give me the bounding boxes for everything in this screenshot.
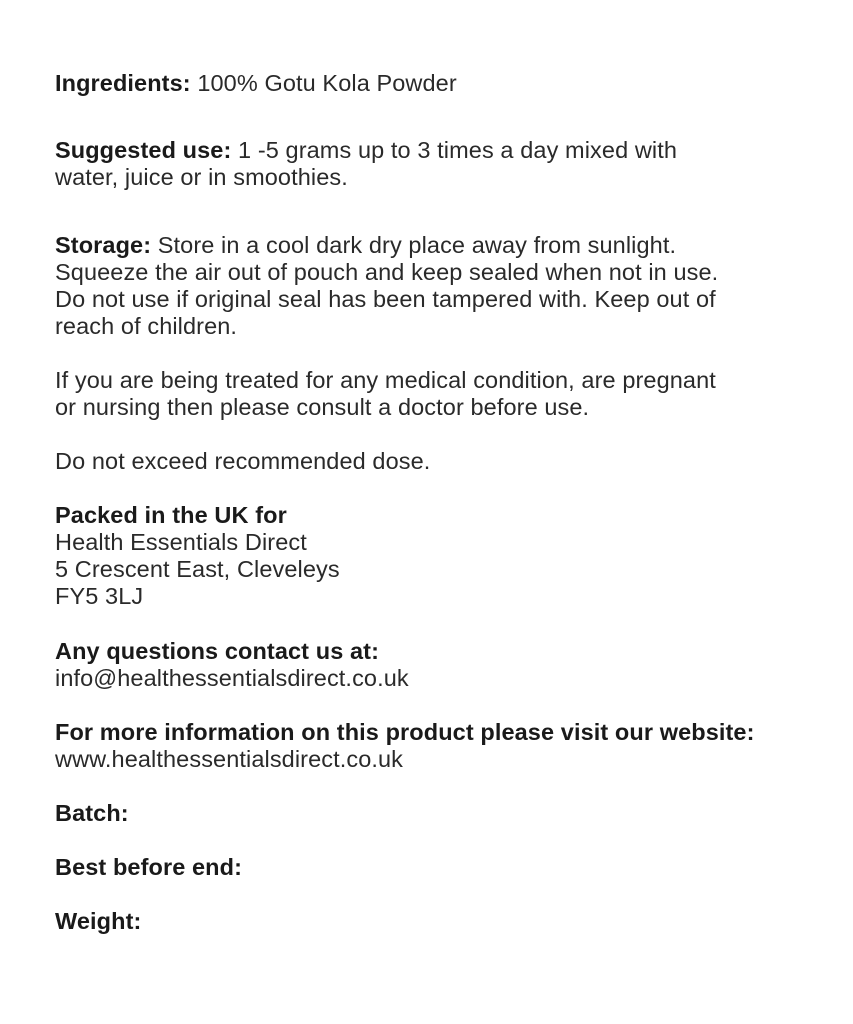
website-section [55,719,755,773]
contact-section [55,638,409,692]
ingredients-value: 100% Gotu Kola Powder [190,70,457,96]
packed-for-section [55,502,340,610]
medical-warning-text-1: If you are being treated for any medical condition, are pregnant [55,367,716,393]
dose-warning-section [55,448,430,475]
contact-email: info@healthessentialsdirect.co.uk [55,665,409,691]
ingredients-section [55,70,457,97]
suggested-use-text-2: water, juice or in smoothies. [55,164,348,190]
medical-warning-section [55,367,716,421]
suggested-use-line-1 [55,137,677,164]
storage-text-2: Squeeze the air out of pouch and keep sealed when not in use. [55,259,719,285]
weight-label: Weight: [55,908,142,934]
batch-label: Batch: [55,800,129,826]
storage-label: Storage: [55,232,152,258]
dose-warning-text: Do not exceed recommended dose. [55,448,431,474]
packed-for-label: Packed in the UK for [55,502,287,528]
company-address: 5 Crescent East, Cleveleys [55,556,340,582]
website-label: For more information on this product please visit our website: [55,719,755,745]
storage-text-4: reach of children. [55,313,238,339]
suggested-use-section [55,137,677,191]
storage-line-1 [55,232,718,259]
suggested-use-text-1: 1 -5 grams up to 3 times a day mixed with [231,137,678,163]
batch-section [55,800,129,827]
company-name: Health Essentials Direct [55,529,307,555]
website-url: www.healthessentialsdirect.co.uk [55,746,404,772]
best-before-label: Best before end: [55,854,243,880]
suggested-use-label: Suggested use: [55,137,232,163]
storage-text-1: Store in a cool dark dry place away from sunlight. [151,232,677,258]
contact-label: Any questions contact us at: [55,638,380,664]
ingredients-line [55,70,457,97]
medical-warning-text-2: or nursing then please consult a doctor before use. [55,394,590,420]
storage-section [55,232,718,340]
ingredients-label: Ingredients: [55,70,191,96]
weight-section [55,908,141,935]
best-before-section [55,854,242,881]
company-postcode: FY5 3LJ [55,583,144,609]
storage-text-3: Do not use if original seal has been tampered with. Keep out of [55,286,716,312]
